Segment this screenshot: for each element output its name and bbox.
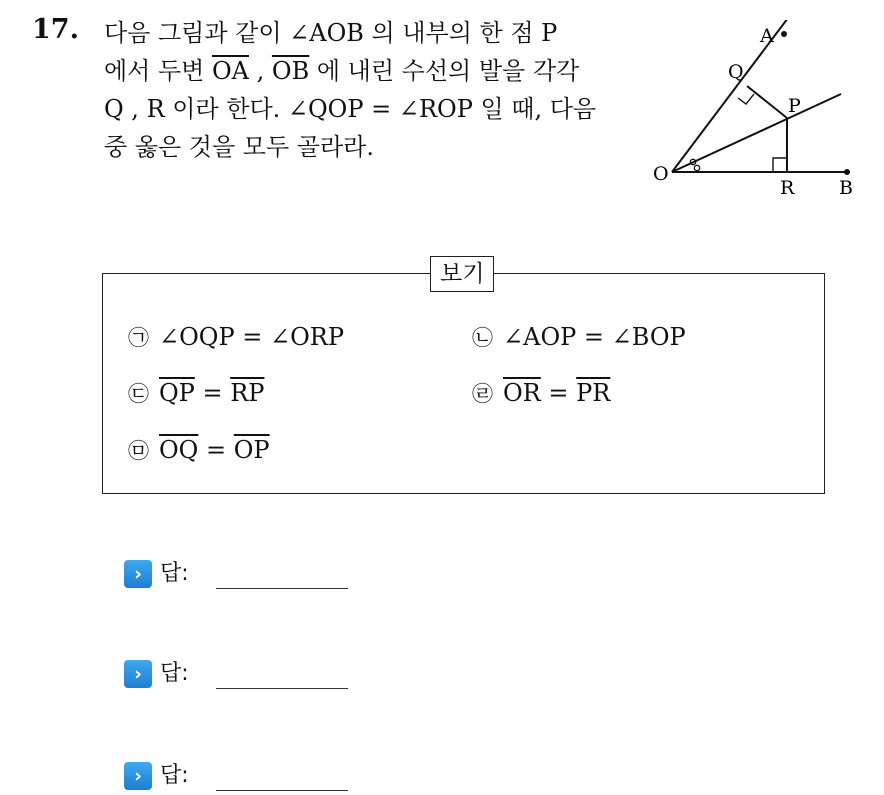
option-5 — [128, 435, 270, 465]
segment-op: $\overline{OP}$ — [233, 436, 270, 464]
angle-mark-lower — [694, 165, 699, 170]
label-p: P — [788, 95, 801, 117]
answer-label: 답: — [160, 561, 189, 586]
segment-ob: $\overline{OB}$ — [271, 57, 310, 85]
answer-blank[interactable] — [216, 588, 348, 589]
option-text: ∠OQP = ∠ORP — [159, 323, 344, 351]
label-r: R — [780, 177, 795, 199]
ray-op — [672, 94, 841, 172]
segment-oa: $\overline{OA}$ — [212, 57, 250, 85]
segment-pr: $\overline{PR}$ — [576, 379, 611, 407]
label-a: A — [760, 25, 774, 47]
option-text: ∠AOP = ∠BOP — [503, 323, 686, 351]
segment-qp: $\overline{QP}$ — [159, 379, 195, 407]
question-text-segment: , — [249, 57, 272, 85]
segment-rp: $\overline{RP}$ — [230, 379, 265, 407]
question-text-segment: Q , R 이라 한다. ∠QOP = ∠ROP 일 때, 다음 — [104, 95, 597, 123]
label-b: B — [839, 177, 853, 199]
question-line-3 — [104, 90, 624, 128]
arrow-icon: › — [124, 762, 152, 790]
question-line-2 — [104, 52, 624, 90]
option-marker: ㉣ — [472, 382, 493, 406]
question-number: 17. — [32, 14, 79, 45]
right-angle-q — [738, 94, 754, 104]
point-a — [781, 31, 787, 37]
answer-label: 답: — [160, 763, 189, 788]
option-marker: ㉢ — [128, 382, 149, 406]
question-text-segment: 다음 그림과 같이 ∠AOB 의 내부의 한 점 P — [104, 19, 558, 47]
question-line-1 — [104, 14, 624, 52]
question-text — [104, 14, 624, 166]
option-marker: ㉤ — [128, 439, 149, 463]
point-b — [844, 169, 850, 175]
question-text-segment: 에서 두변 — [104, 57, 212, 85]
option-equals: = — [540, 379, 577, 407]
option-4 — [472, 378, 610, 408]
geometry-figure — [636, 20, 871, 210]
answer-blank[interactable] — [216, 790, 348, 791]
label-q: Q — [728, 61, 744, 83]
option-marker: ㉡ — [472, 326, 493, 350]
option-equals: = — [198, 436, 234, 464]
option-2 — [472, 322, 686, 352]
question-line-4 — [104, 128, 624, 166]
option-equals: = — [194, 379, 231, 407]
option-3 — [128, 378, 264, 408]
question-text-segment: 중 옳은 것을 모두 골라라. — [104, 133, 374, 161]
option-1 — [128, 322, 344, 352]
label-o: O — [653, 163, 669, 185]
question-text-segment: 에 내린 수선의 발을 각각 — [309, 57, 580, 85]
option-marker: ㉠ — [128, 326, 149, 350]
arrow-icon: › — [124, 660, 152, 688]
answer-blank[interactable] — [216, 688, 348, 689]
arrow-icon: › — [124, 560, 152, 588]
segment-oq: $\overline{OQ}$ — [159, 436, 199, 464]
segment-or: $\overline{OR}$ — [503, 379, 541, 407]
right-angle-r — [773, 158, 787, 172]
answer-label: 답: — [160, 661, 189, 686]
perpendicular-pq — [747, 86, 787, 118]
choices-box-title: 보기 — [430, 256, 494, 292]
